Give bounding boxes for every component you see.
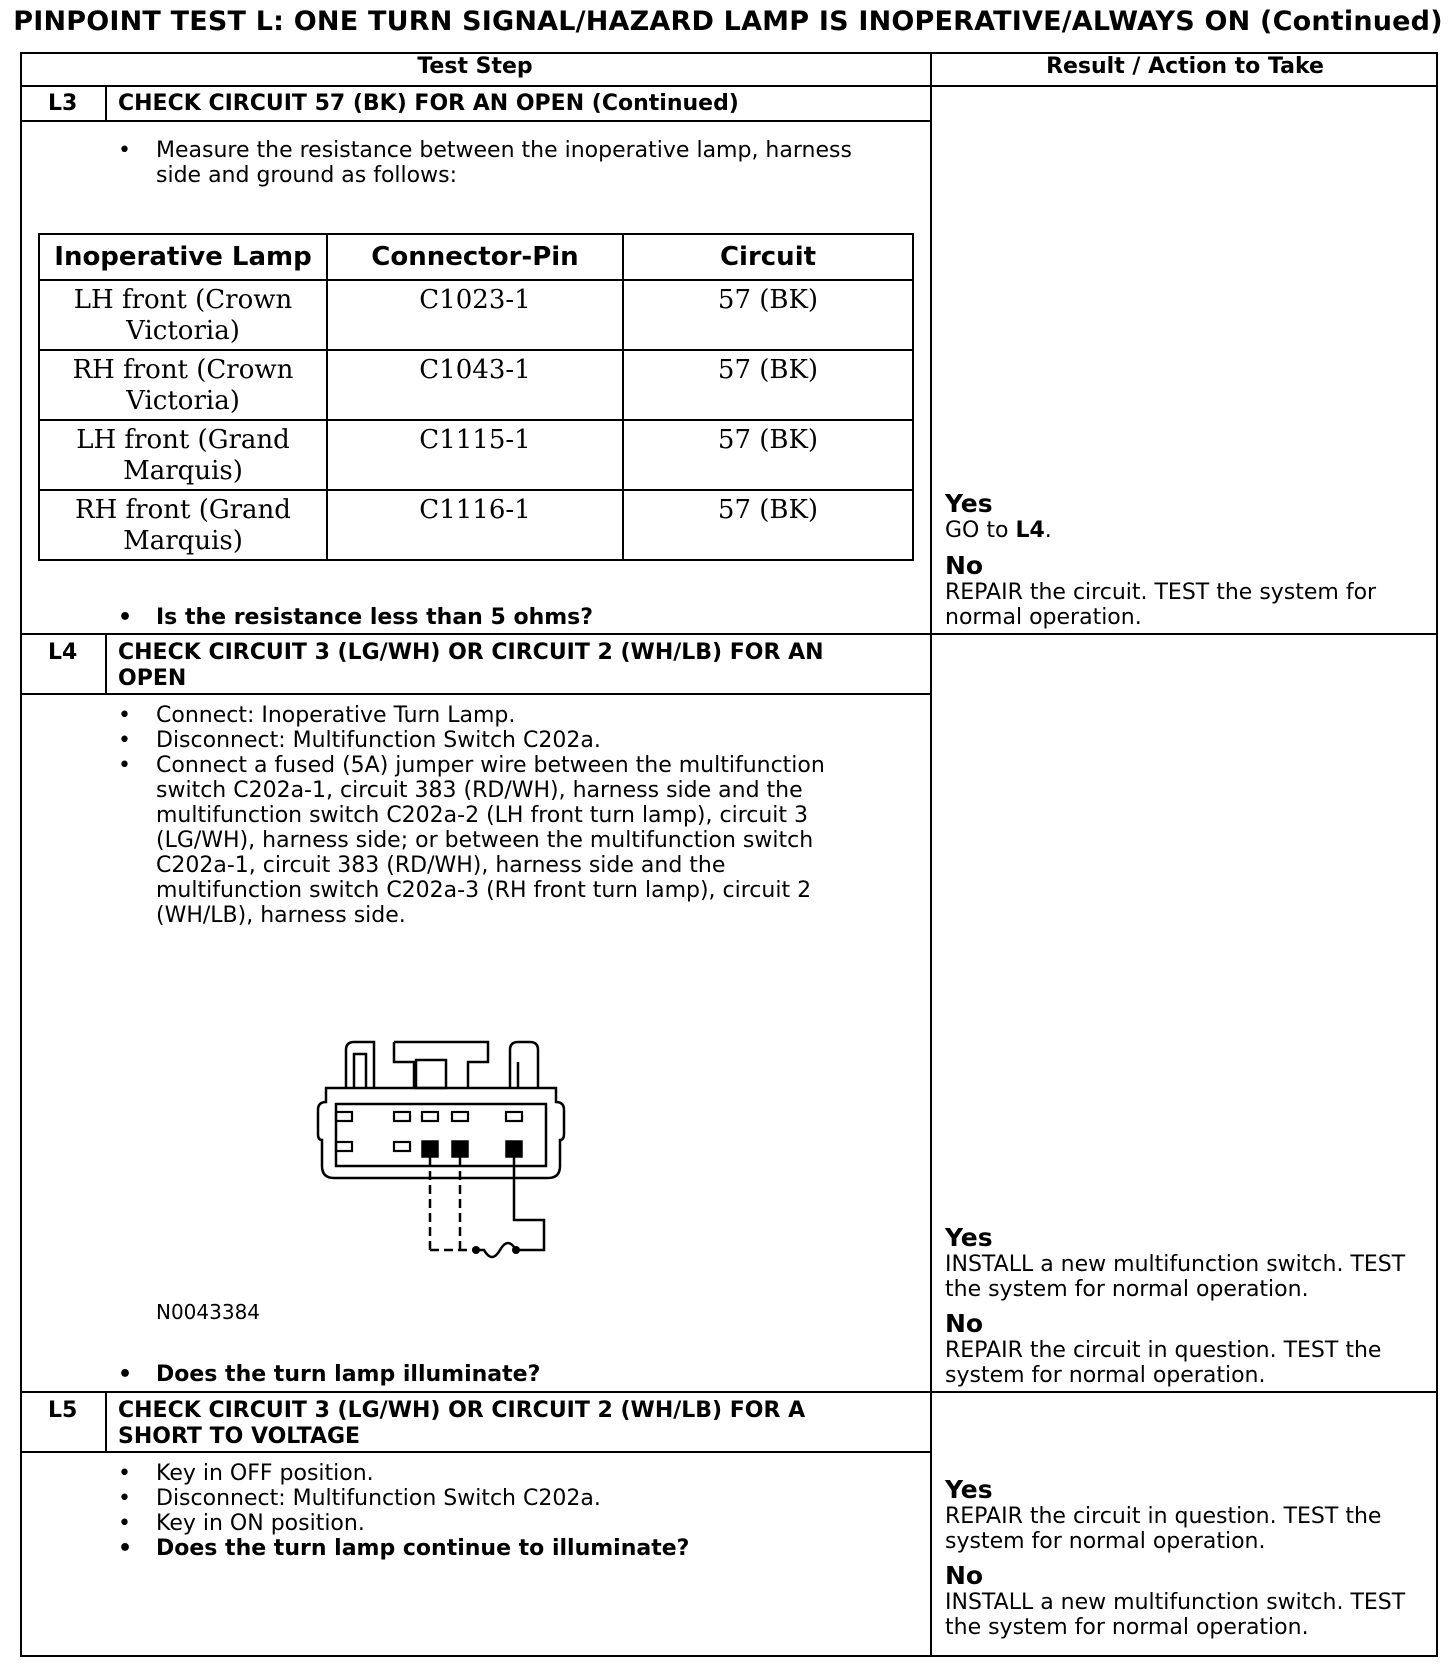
column-header: Inoperative Lamp — [39, 234, 327, 280]
no-label: No — [945, 1561, 984, 1590]
table-row — [39, 350, 913, 420]
step-l3-instructions — [118, 138, 878, 188]
instruction-item: • Disconnect: Multifunction Switch C202a. — [118, 1486, 858, 1511]
instruction-item: • Measure the resistance between the inoperative lamp, harness side and ground as follows: — [118, 138, 878, 188]
instruction-item: • Disconnect: Multifunction Switch C202a. — [118, 728, 858, 753]
question-item: • Is the resistance less than 5 ohms? — [118, 605, 878, 630]
table-header-row — [39, 234, 913, 280]
page-title: PINPOINT TEST L: ONE TURN SIGNAL/HAZARD LAMP IS INOPERATIVE/ALWAYS ON (Continued) — [13, 6, 1443, 37]
connector-latch-left-inner — [354, 1054, 366, 1088]
inoperative-lamp-table — [38, 233, 914, 561]
connector-lock-button — [416, 1060, 446, 1088]
row-divider — [20, 1391, 1438, 1393]
step-l4-instructions — [118, 703, 858, 928]
connector-pin-cell: C1043-1 — [327, 350, 623, 420]
connector-housing — [318, 1088, 564, 1178]
no-action: REPAIR the circuit in question. TEST the system for normal operation. — [945, 1338, 1382, 1388]
no-action: REPAIR the circuit. TEST the system for normal operation. — [945, 580, 1377, 630]
instruction-item: • Key in OFF position. — [118, 1461, 858, 1486]
step-id-divider — [105, 633, 107, 695]
step-l4-question — [118, 1362, 858, 1387]
connector-pin-cell: C1115-1 — [327, 420, 623, 490]
question-item: • Does the turn lamp illuminate? — [118, 1362, 858, 1387]
figure-id: N0043384 — [156, 1300, 261, 1324]
pin-cavity — [452, 1112, 468, 1121]
lamp-cell: RH front (Crown Victoria) — [39, 350, 327, 420]
yes-action: INSTALL a new multifunction switch. TEST the system for normal operation. — [945, 1252, 1406, 1302]
instruction-item: • Connect a fused (5A) jumper wire between the multifunction switch C202a-1, circuit 383 (RD/WH), harness side and the multifunction switch C202a-2 (LH front turn lamp), circuit 3 (LG/WH), harness side; or between the multifunction switch C202a-1, circuit 383 (RD/WH), harness side and the multifunction switch C202a-3 (RH front turn lamp), circuit 2 (WH/LB), harness side. — [118, 753, 858, 928]
table-row — [39, 280, 913, 350]
pin-cavity — [336, 1112, 352, 1121]
connector-diagram — [316, 1040, 586, 1270]
connector-pin-cell: C1116-1 — [327, 490, 623, 560]
fused-jumper-wire — [476, 1157, 544, 1257]
no-action: INSTALL a new multifunction switch. TEST the system for normal operation. — [945, 1590, 1406, 1640]
lamp-cell: LH front (Grand Marquis) — [39, 420, 327, 490]
no-label: No — [945, 551, 984, 580]
instruction-item: • Connect: Inoperative Turn Lamp. — [118, 703, 858, 728]
pin-cavity — [336, 1142, 352, 1151]
pin-terminal — [452, 1141, 468, 1157]
pin-terminal — [506, 1141, 522, 1157]
circuit-cell: 57 (BK) — [623, 350, 913, 420]
column-divider — [930, 52, 932, 1657]
step-l3-question — [118, 605, 878, 630]
row-divider — [20, 1451, 932, 1453]
step-id-l3: L3 — [48, 91, 78, 116]
yes-label: Yes — [945, 1475, 993, 1504]
yes-label: Yes — [945, 489, 993, 518]
result-l3 — [945, 490, 1430, 630]
yes-action — [945, 518, 1430, 543]
step-id-l4: L4 — [48, 640, 78, 665]
instruction-item: • Key in ON position. — [118, 1511, 858, 1536]
lamp-cell: RH front (Grand Marquis) — [39, 490, 327, 560]
connector-pin-cell: C1023-1 — [327, 280, 623, 350]
step-reference-link[interactable]: L4 — [1015, 518, 1045, 543]
connector-latch-left — [346, 1042, 374, 1088]
pin-cavity — [394, 1142, 410, 1151]
connector-latch-right — [510, 1042, 538, 1088]
header-divider — [20, 85, 1438, 87]
step-id-l5: L5 — [48, 1398, 78, 1423]
no-label: No — [945, 1309, 984, 1338]
yes-action-punct: . — [1044, 518, 1052, 543]
result-l5 — [945, 1476, 1430, 1640]
step-title-l3: CHECK CIRCUIT 57 (BK) FOR AN OPEN (Continued) — [118, 91, 739, 116]
pin-cavity — [506, 1112, 522, 1121]
lamp-cell: LH front (Crown Victoria) — [39, 280, 327, 350]
table-row — [39, 490, 913, 560]
wire-junction — [512, 1246, 520, 1254]
header-result: Result / Action to Take — [1046, 54, 1324, 79]
step-title-l4: CHECK CIRCUIT 3 (LG/WH) OR CIRCUIT 2 (WH/LB) FOR AN OPEN — [118, 640, 824, 691]
result-l4 — [945, 1224, 1430, 1388]
pin-terminal — [422, 1141, 438, 1157]
question-item: • Does the turn lamp continue to illuminate? — [118, 1536, 858, 1561]
header-test-step: Test Step — [417, 54, 533, 79]
row-divider — [20, 120, 932, 122]
yes-label: Yes — [945, 1223, 993, 1252]
yes-action: REPAIR the circuit in question. TEST the system for normal operation. — [945, 1504, 1382, 1554]
table-row — [39, 420, 913, 490]
step-l5-instructions — [118, 1461, 858, 1561]
pin-cavity — [394, 1112, 410, 1121]
wire-junction — [472, 1246, 480, 1254]
column-header: Circuit — [623, 234, 913, 280]
connector-lock-tab — [394, 1042, 488, 1088]
row-divider — [20, 693, 932, 695]
step-id-divider — [105, 1391, 107, 1453]
step-id-divider — [105, 85, 107, 122]
circuit-cell: 57 (BK) — [623, 280, 913, 350]
pin-cavity — [422, 1112, 438, 1121]
yes-action-text: GO to — [945, 518, 1016, 543]
circuit-cell: 57 (BK) — [623, 490, 913, 560]
row-divider — [20, 633, 1438, 635]
column-header: Connector-Pin — [327, 234, 623, 280]
step-title-l5: CHECK CIRCUIT 3 (LG/WH) OR CIRCUIT 2 (WH/LB) FOR A SHORT TO VOLTAGE — [118, 1398, 806, 1449]
circuit-cell: 57 (BK) — [623, 420, 913, 490]
